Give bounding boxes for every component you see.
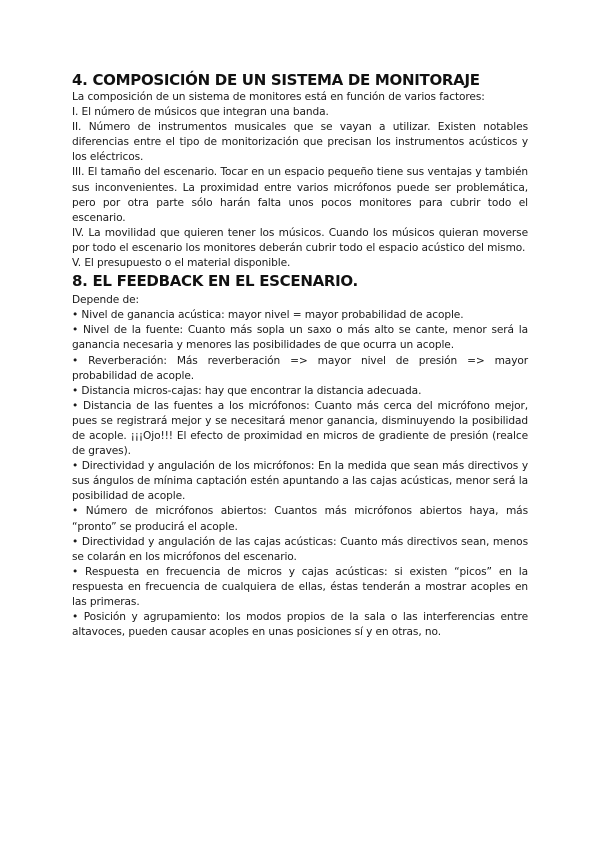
list-item: • Número de micrófonos abiertos: Cuantos más micrófonos abiertos haya, más “pronto” se producirá el acople. [72,505,528,533]
list-item: • Nivel de ganancia acústica: mayor nivel = mayor probabilidad de acople. [72,309,464,322]
section-8-heading: 8. EL FEEDBACK EN EL ESCENARIO. [72,272,358,291]
list-item: • Posición y agrupamiento: los modos propios de la sala o las interferencias entre altavoces, pueden causar acoples en unas posiciones sí y en otras, no. [72,611,528,639]
list-item: • Directividad y angulación de las cajas acústicas: Cuanto más directivos sean, menos se colarán en los micrófonos del escenario. [72,535,528,563]
paragraph: V. El presupuesto o el material disponible. [72,257,291,270]
paragraph: II. Número de instrumentos musicales que se vayan a utilizar. Existen notables diferencias entre el tipo de monitorización que precisan los instrumentos acústicos y los eléctricos. [72,121,528,164]
paragraph: III. El tamaño del escenario. Tocar en un espacio pequeño tiene sus ventajas y también sus inconvenientes. La proximidad entre varios micrófonos puede ser problemática, pero por otra parte sólo harán falta unos pocos monitores para cubrir todo el escenario. [72,166,528,224]
list-item: • Respuesta en frecuencia de micros y cajas acústicas: si existen “picos” en la respuesta en frecuencia de cualquiera de ellas, éstas tenderán a mostrar acoples en las primeras. [72,565,528,608]
list-item: • Nivel de la fuente: Cuanto más sopla un saxo o más alto se cante, menor será la ganancia necesaria y menores las posibilidades de que ocurra un acople. [72,324,528,352]
section-4-heading: 4. COMPOSICIÓN DE UN SISTEMA DE MONITORAJE [72,71,480,89]
paragraph: La composición de un sistema de monitores está en función de varios factores: [72,91,485,103]
list-item: • Directividad y angulación de los micrófonos: En la medida que sean más directivos y sus ángulos de mínima captación estén apuntando a las cajas acústicas, menor será la posibilidad de acople. [72,460,528,503]
list-item: • Reverberación: Más reverberación => mayor nivel de presión => mayor probabilidad de acople. [72,354,528,382]
paragraph: I. El número de músicos que integran una banda. [72,106,329,119]
list-item: • Distancia de las fuentes a los micrófonos: Cuanto más cerca del micrófono mejor, pues se registrará mejor y se necesitará menor ganancia, disminuyendo la posibilidad de acople. ¡¡¡Ojo!!! El efecto de proximidad en micros de gradiente de presión (realce de graves). [72,399,528,458]
section-8-body [72,293,528,640]
section-8-intro: Depende de: [72,294,139,307]
section-4-body [72,90,528,271]
paragraph: IV. La movilidad que quieren tener los músicos. Cuando los músicos quieran moverse por todo el escenario los monitores deberán cubrir todo el espacio acústico del mismo. [72,226,528,254]
document-page [72,70,528,640]
list-item: • Distancia micros-cajas: hay que encontrar la distancia adecuada. [72,384,422,397]
